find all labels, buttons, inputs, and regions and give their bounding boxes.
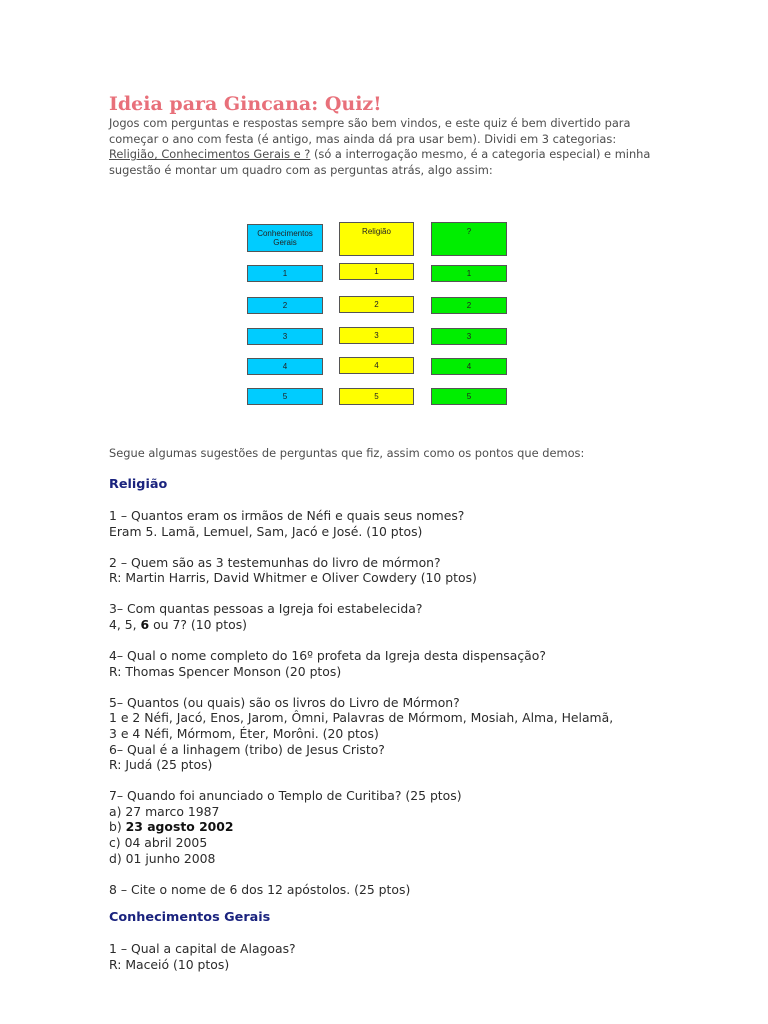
intro-line-2: começar o ano com festa (é antigo, mas ainda dá pra usar bem). Dividi em 3 categorias: bbox=[109, 131, 617, 146]
board-cell-green-2: 2 bbox=[431, 297, 507, 314]
question-2 bbox=[109, 555, 709, 586]
board-cell-yellow-5: 5 bbox=[339, 388, 414, 405]
correct-answer: 23 agosto 2002 bbox=[125, 819, 234, 835]
question-6 bbox=[109, 742, 709, 773]
question-text: 1 – Qual a capital de Alagoas? bbox=[109, 941, 296, 956]
option-a: a) 27 marco 1987 bbox=[109, 803, 220, 819]
board-header-religiao: Religião bbox=[339, 222, 414, 256]
board-cell-blue-1: 1 bbox=[247, 265, 323, 282]
board-cell-green-3: 3 bbox=[431, 328, 507, 345]
board-header-especial: ? bbox=[431, 222, 507, 256]
answer-text: 3 e 4 Néfi, Mórmom, Éter, Morôni. (20 ptos) bbox=[109, 725, 379, 741]
board-cell-blue-3: 3 bbox=[247, 328, 323, 345]
question-text: 4– Qual o nome completo do 16º profeta da Igreja desta dispensação? bbox=[109, 648, 546, 664]
intro-line-4: sugestão é montar um quadro com as perguntas atrás, algo assim: bbox=[109, 162, 493, 177]
question-1 bbox=[109, 508, 709, 539]
question-text: 1 – Quantos eram os irmãos de Néfi e quais seus nomes? bbox=[109, 508, 465, 523]
answer-text: R: Martin Harris, David Whitmer e Oliver Cowdery (10 ptos) bbox=[109, 570, 477, 586]
question-text: 6– Qual é a linhagem (tribo) de Jesus Cristo? bbox=[109, 741, 385, 757]
question-text: 7– Quando foi anunciado o Templo de Curitiba? (25 ptos) bbox=[109, 788, 462, 804]
option-c: c) 04 abril 2005 bbox=[109, 835, 208, 850]
question-7 bbox=[109, 788, 709, 866]
page-title: Ideia para Gincana: Quiz! bbox=[109, 93, 382, 115]
question-4 bbox=[109, 648, 709, 679]
conhecimentos-questions bbox=[109, 941, 296, 972]
categories-link[interactable]: Religião, Conhecimentos Gerais e ? bbox=[109, 147, 311, 161]
board-cell-blue-4: 4 bbox=[247, 358, 323, 375]
section-heading-conhecimentos: Conhecimentos Gerais bbox=[109, 910, 271, 925]
answer-text bbox=[109, 617, 709, 633]
board-cell-yellow-2: 2 bbox=[339, 296, 414, 313]
religiao-questions bbox=[109, 508, 709, 913]
question-text: 2 – Quem são as 3 testemunhas do livro de mórmon? bbox=[109, 554, 441, 570]
option-b bbox=[109, 819, 709, 835]
article bbox=[109, 92, 669, 178]
board-cell-green-4: 4 bbox=[431, 358, 507, 375]
quiz-board-image bbox=[247, 222, 509, 412]
question-8 bbox=[109, 882, 709, 898]
answer-text: R: Maceió (10 ptos) bbox=[109, 956, 230, 972]
answer-text: Eram 5. Lamã, Lemuel, Sam, Jacó e José. (10 ptos) bbox=[109, 523, 423, 539]
question-text: 3– Com quantas pessoas a Igreja foi estabelecida? bbox=[109, 601, 423, 617]
option-d: d) 01 junho 2008 bbox=[109, 850, 216, 866]
board-cell-yellow-1: 1 bbox=[339, 263, 414, 280]
board-header-conhecimentos: Conhecimentos Gerais bbox=[247, 224, 323, 252]
question-text: 5– Quantos (ou quais) são os livros do Livro de Mórmon? bbox=[109, 694, 460, 710]
question-text: 8 – Cite o nome de 6 dos 12 apóstolos. (25 ptos) bbox=[109, 881, 411, 897]
intro-line-3-rest: (só a interrogação mesmo, é a categoria especial) e minha bbox=[310, 147, 651, 161]
answer-text: R: Judá (25 ptos) bbox=[109, 757, 213, 773]
question-3 bbox=[109, 601, 709, 632]
answer-text: R: Thomas Spencer Monson (20 ptos) bbox=[109, 663, 342, 679]
option-label: b) bbox=[109, 819, 126, 835]
answer-part: 4, 5, bbox=[109, 616, 141, 632]
board-cell-green-5: 5 bbox=[431, 388, 507, 405]
board-cell-yellow-3: 3 bbox=[339, 327, 414, 344]
board-cell-green-1: 1 bbox=[431, 265, 507, 282]
question-5 bbox=[109, 695, 709, 742]
answer-text: 1 e 2 Néfi, Jacó, Enos, Jarom, Ômni, Palavras de Mórmom, Mosiah, Alma, Helamã, bbox=[109, 710, 614, 726]
board-cell-yellow-4: 4 bbox=[339, 357, 414, 374]
answer-part: ou 7? (10 ptos) bbox=[149, 616, 247, 632]
intro-line-1: Jogos com perguntas e respostas sempre são bem vindos, e este quiz é bem divertido para bbox=[109, 116, 631, 130]
section-heading-religiao: Religião bbox=[109, 477, 168, 492]
suggestions-intro: Segue algumas sugestões de perguntas que fiz, assim como os pontos que demos: bbox=[109, 446, 585, 460]
correct-answer: 6 bbox=[140, 616, 150, 632]
board-cell-blue-5: 5 bbox=[247, 388, 323, 405]
board-cell-blue-2: 2 bbox=[247, 297, 323, 314]
intro-line-3 bbox=[109, 147, 669, 163]
